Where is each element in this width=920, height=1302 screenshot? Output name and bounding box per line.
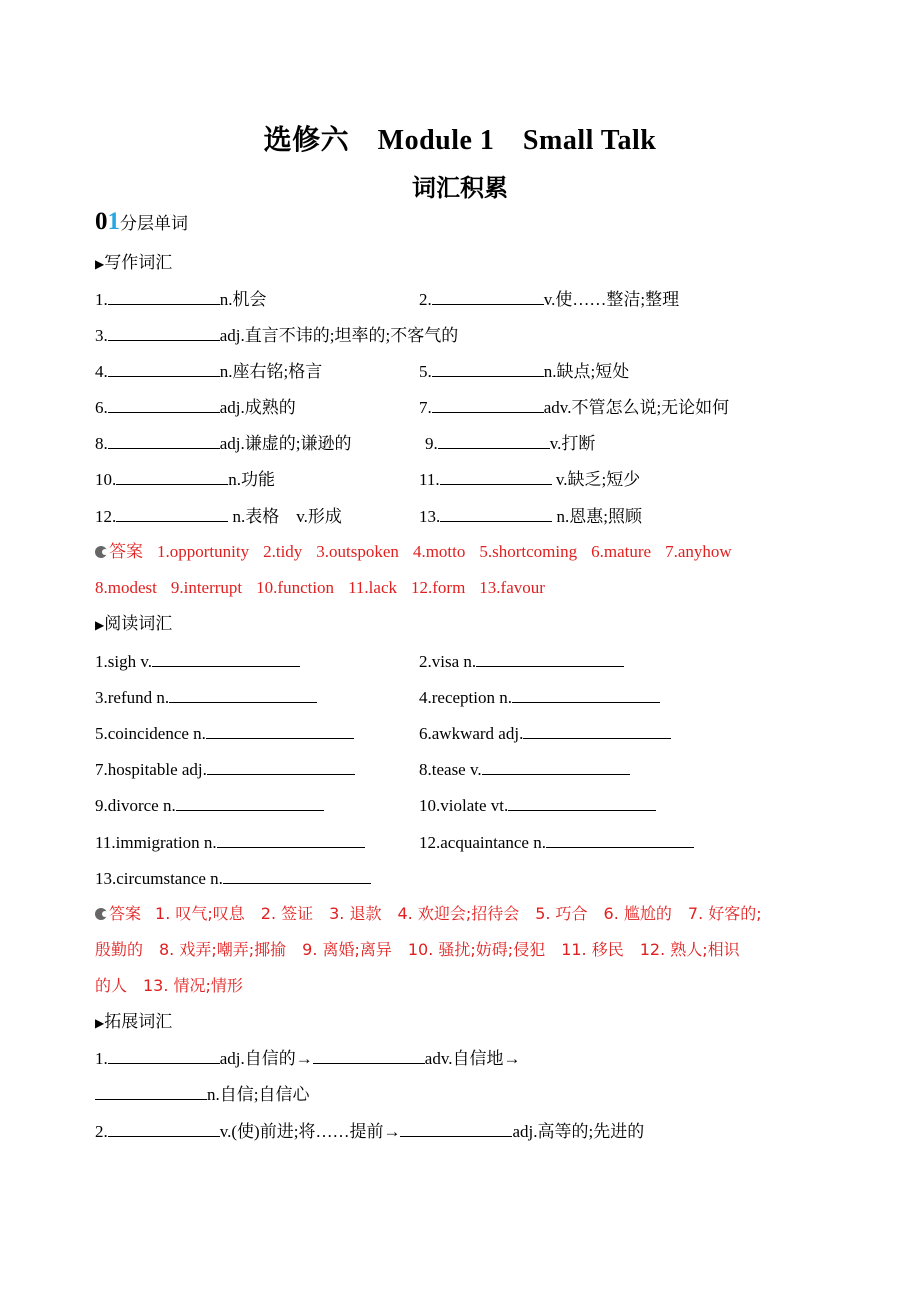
- answer-blank[interactable]: [108, 324, 220, 341]
- writing-item: 9. v.打断: [425, 434, 596, 453]
- answer-item: 1.opportunity: [157, 542, 250, 561]
- section-number-b: 1: [107, 208, 120, 235]
- answer-blank[interactable]: [108, 432, 220, 449]
- answer-blank[interactable]: [108, 1047, 220, 1064]
- answer-blank[interactable]: [546, 831, 694, 848]
- section-number-a: 0: [95, 208, 108, 235]
- answer-blank[interactable]: [108, 396, 220, 413]
- answer-blank[interactable]: [400, 1120, 512, 1137]
- answer-item: 11.lack: [348, 578, 397, 597]
- answer-blank[interactable]: [108, 1120, 220, 1137]
- answer-item: 13.favour: [479, 578, 545, 597]
- reading-item: 10.violate vt.: [419, 794, 656, 817]
- reading-item: 7.hospitable adj.: [95, 758, 355, 781]
- answer-item: 5.shortcoming: [479, 542, 578, 561]
- answer-blank[interactable]: [116, 505, 228, 522]
- reading-answers-line-2: 殷勤的 8. 戏弄;嘲弄;揶揄 9. 离婚;离异 10. 骚扰;妨碍;侵犯 11. 移民 12. 熟人;相识: [95, 940, 740, 959]
- answer-blank[interactable]: [440, 468, 552, 485]
- answer-blank[interactable]: [116, 468, 228, 485]
- reading-item: 12.acquaintance n.: [419, 831, 694, 854]
- answer-blank[interactable]: [512, 686, 660, 703]
- answer-blank[interactable]: [206, 722, 354, 739]
- writing-item: 10. n.功能: [95, 470, 275, 489]
- writing-answers-line-2: [95, 577, 559, 599]
- answer-item: 2.tidy: [263, 542, 303, 561]
- writing-item: 6. adj.成熟的: [95, 398, 296, 417]
- reading-item: 5.coincidence n.: [95, 722, 354, 745]
- answer-label: 答案: [109, 542, 143, 562]
- answer-item: 9.interrupt: [170, 578, 243, 597]
- writing-item: 5. n.缺点;短处: [419, 362, 630, 381]
- answer-label: 答案: [109, 904, 142, 923]
- answer-item: 3.outspoken: [316, 542, 399, 561]
- writing-item: 1. n.机会: [95, 290, 267, 309]
- answer-item: 7.anyhow: [665, 542, 732, 561]
- answer-blank[interactable]: [432, 288, 544, 305]
- answer-blank[interactable]: [508, 794, 656, 811]
- answer-blank[interactable]: [523, 722, 671, 739]
- answer-blank[interactable]: [108, 360, 220, 377]
- extension-item-cont: n.自信;自信心: [95, 1083, 309, 1106]
- answer-icon: [95, 908, 107, 920]
- reading-item: 4.reception n.: [419, 686, 660, 709]
- writing-item: 2. v.使……整洁;整理: [419, 290, 680, 309]
- extension-heading-label: 拓展词汇: [104, 1012, 173, 1031]
- writing-item: 8. adj.谦虚的;谦逊的: [95, 434, 352, 453]
- reading-heading-label: 阅读词汇: [104, 614, 173, 633]
- answer-blank[interactable]: [217, 831, 365, 848]
- writing-item: 4. n.座右铭;格言: [95, 362, 323, 381]
- writing-item: 12. n.表格 v.形成: [95, 507, 342, 526]
- writing-item: 11. v.缺乏;短少: [419, 470, 641, 489]
- reading-item: 1.sigh v.: [95, 650, 300, 673]
- writing-item: 13. n.恩惠;照顾: [419, 507, 642, 526]
- triangle-icon: ▶: [95, 618, 105, 632]
- extension-item: 1. adj.自信的→ adv.自信地→: [95, 1049, 521, 1068]
- answer-blank[interactable]: [432, 360, 544, 377]
- page-subtitle: 词汇积累: [412, 174, 508, 202]
- answer-item: 10.function: [256, 578, 335, 597]
- answer-blank[interactable]: [207, 758, 355, 775]
- answer-item: 8.modest: [95, 578, 157, 597]
- answer-item: 12.form: [411, 578, 466, 597]
- writing-answers-line-1: [95, 541, 746, 563]
- reading-item: 3.refund n.: [95, 686, 317, 709]
- reading-heading: [95, 613, 172, 636]
- answer-item: 6.mature: [591, 542, 652, 561]
- answer-blank[interactable]: [169, 686, 317, 703]
- answer-item: 4.motto: [412, 542, 466, 561]
- reading-answers-line-1: 答案 1. 叹气;叹息 2. 签证 3. 退款 4. 欢迎会;招待会 5. 巧合 6. 尴尬的 7. 好客的;: [95, 903, 762, 925]
- answer-blank[interactable]: [432, 396, 544, 413]
- page-title: 选修六 Module 1 Small Talk: [263, 125, 657, 156]
- answer-icon: [95, 546, 107, 558]
- answer-blank[interactable]: [438, 432, 550, 449]
- reading-answers-line-3: 的人 13. 情况;情形: [95, 976, 243, 995]
- extension-item: 2. v.(使)前进;将……提前→ adj.高等的;先进的: [95, 1122, 645, 1141]
- reading-item: 9.divorce n.: [95, 794, 324, 817]
- answer-blank[interactable]: [152, 650, 300, 667]
- triangle-icon: ▶: [95, 257, 105, 271]
- answer-blank[interactable]: [313, 1047, 425, 1064]
- reading-item: 6.awkward adj.: [419, 722, 671, 745]
- writing-item: 7. adv.不管怎么说;无论如何: [419, 398, 730, 417]
- answer-blank[interactable]: [108, 288, 220, 305]
- triangle-icon: ▶: [95, 1016, 105, 1030]
- answer-blank[interactable]: [482, 758, 630, 775]
- section-heading: [95, 208, 188, 236]
- writing-item: 3. adj.直言不讳的;坦率的;不客气的: [95, 326, 459, 345]
- extension-heading: [95, 1011, 172, 1034]
- answer-blank[interactable]: [223, 867, 371, 884]
- reading-item: 13.circumstance n.: [95, 867, 371, 890]
- answer-blank[interactable]: [476, 650, 624, 667]
- writing-heading-label: 写作词汇: [104, 253, 173, 272]
- answer-blank[interactable]: [176, 794, 324, 811]
- reading-item: 11.immigration n.: [95, 831, 365, 854]
- section-label: 分层单词: [120, 214, 188, 233]
- reading-item: 8.tease v.: [419, 758, 630, 781]
- answer-blank[interactable]: [440, 505, 552, 522]
- answer-blank[interactable]: [95, 1083, 207, 1100]
- reading-item: 2.visa n.: [419, 650, 624, 673]
- writing-heading: [95, 252, 172, 275]
